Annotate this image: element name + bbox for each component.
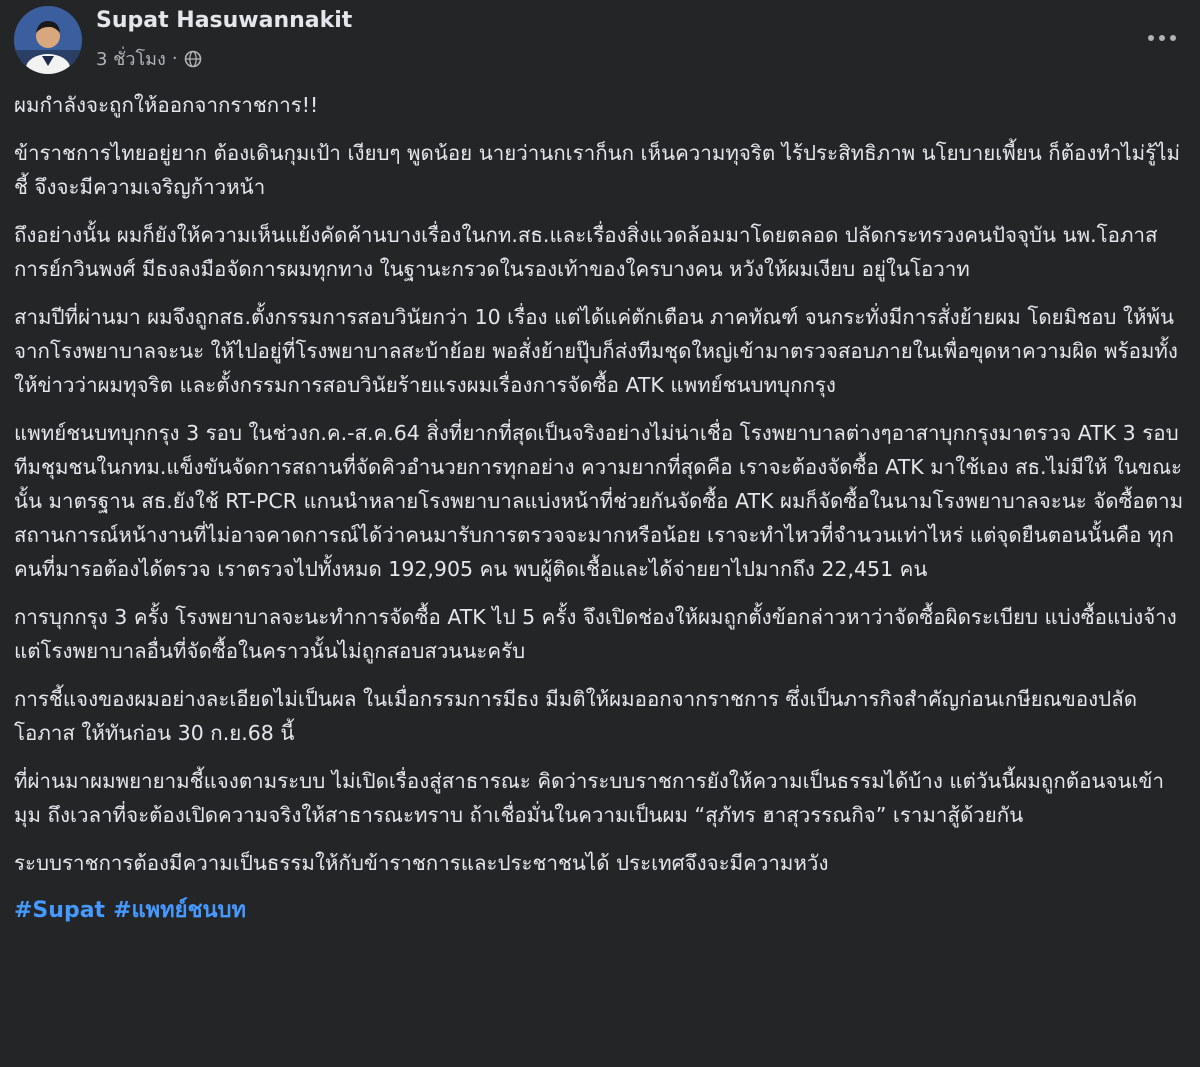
avatar-image: [14, 6, 82, 74]
post-paragraph: สามปีที่ผ่านมา ผมจึงถูกสธ.ตั้งกรรมการสอบวินัยกว่า 10 เรื่อง แต่ได้แค่ตักเตือน ภาคทัณฑ์ จนกระทั่งมีการสั่งย้ายผม โดยมิชอบ ให้พ้นจากโรงพยาบาลจะนะ ให้ไปอยู่ที่โรงพยาบาลสะบ้าย้อย พอสั่งย้ายปุ๊บก็ส่งทีมชุดใหญ่เข้ามาตรวจสอบภายในเพื่อขุดหาความผิด พร้อมทั้งให้ข่าวว่าผมทุจริต และตั้งกรรมการสอบวินัยร้ายแรงผมเรื่องการจัดซื้อ ATK แพทย์ชนบทบุกกรุง: [14, 305, 1178, 397]
author-name[interactable]: Supat Hasuwannakit: [96, 8, 353, 33]
post-paragraph: ข้าราชการไทยอยู่ยาก ต้องเดินกุมเป้า เงียบๆ พูดน้อย นายว่านกเราก็นก เห็นความทุจริต ไร้ประสิทธิภาพ นโยบายเพี้ยน ก็ต้องทำไม่รู้ไม่ชี้ จึงจะมีความเจริญก้าวหน้า: [14, 141, 1181, 199]
post-paragraph: การชี้แจงของผมอย่างละเอียดไม่เป็นผล ในเมื่อกรรมการมีธง มีมติให้ผมออกจากราชการ ซึ่งเป็นภารกิจสำคัญก่อนเกษียณของปลัดโอภาส ให้ทันก่อน 30 ก.ย.68 นี้: [14, 687, 1138, 745]
post-paragraph: ถึงอย่างนั้น ผมก็ยังให้ความเห็นแย้งคัดค้านบางเรื่องในกท.สธ.และเรื่องสิ่งแวดล้อมมาโดยตลอด ปลัดกระทรวงคนปัจจุบัน นพ.โอภาส การย์กวินพงศ์ มีธงลงมือจัดการผมทุกทาง ในฐานะกรวดในรองเท้าของใครบางคน หวังให้ผมเงียบ อยู่ในโอวาท: [14, 223, 1158, 281]
more-options-icon[interactable]: [1142, 20, 1182, 56]
post-paragraph: ผมกำลังจะถูกให้ออกจากราชการ!!: [14, 93, 319, 117]
post-body: [14, 88, 1186, 928]
post-paragraph: แพทย์ชนบทบุกกรุง 3 รอบ ในช่วงก.ค.-ส.ค.64 สิ่งที่ยากที่สุดเป็นจริงอย่างไม่น่าเชื่อ โรงพยาบาลต่างๆอาสาบุกกรุงมาตรวจ ATK 3 รอบ ทีมชุมชนในกทม.แข็งขันจัดการสถานที่จัดคิวอำนวยการทุกอย่าง ความยากที่สุดคือ เราจะต้องจัดซื้อ ATK มาใช้เอง สธ.ไม่มีให้ ในขณะนั้น มาตรฐาน สธ.ยังใช้ RT-PCR แกนนำหลายโรงพยาบาลแบ่งหน้าที่ช่วยกันจัดซื้อ ATK ผมก็จัดซื้อในนามโรงพยาบาลจะนะ จัดซื้อตามสถานการณ์หน้างานที่ไม่อาจคาดการณ์ได้ว่าคนมารับการตรวจจะมากหรือน้อย เราจะทำไหวที่จำนวนเท่าไหร่ แต่จุดยืนตอนนั้นคือ ทุกคนที่มารอต้องได้ตรวจ เราตรวจไปทั้งหมด 192,905 คน พบผู้ติดเชื้อและได้จ่ายยาไปมากถึง 22,451 คน: [14, 421, 1184, 581]
globe-icon[interactable]: [184, 50, 202, 68]
post-timestamp[interactable]: 3 ชั่วโมง: [96, 49, 166, 70]
post-header: [14, 6, 1186, 78]
post-paragraph: การบุกกรุง 3 ครั้ง โรงพยาบาลจะนะทำการจัดซื้อ ATK ไป 5 ครั้ง จึงเปิดช่องให้ผมถูกตั้งข้อกล่าวหาว่าจัดซื้อผิดระเบียบ แบ่งซื้อแบ่งจ้าง แต่โรงพยาบาลอื่นที่จัดซื้อในคราวนั้นไม่ถูกสอบสวนนะครับ: [14, 605, 1177, 663]
post-paragraph: ที่ผ่านมาผมพยายามชี้แจงตามระบบ ไม่เปิดเรื่องสู่สาธารณะ คิดว่าระบบราชการยังให้ความเป็นธรรมได้บ้าง แต่วันนี้ผมถูกต้อนจนเข้ามุม ถึงเวลาที่จะต้องเปิดความจริงให้สาธารณะทราบ ถ้าเชื่อมั่นในความเป็นผม “สุภัทร ฮาสุวรรณกิจ” เรามาสู้ด้วยกัน: [14, 769, 1164, 827]
hashtag-link[interactable]: #แพทย์ชนบท: [113, 898, 247, 923]
hashtags: [14, 894, 1186, 928]
hashtag-link[interactable]: #Supat: [14, 898, 106, 923]
post-paragraph: ระบบราชการต้องมีความเป็นธรรมให้กับข้าราชการและประชาชนได้ ประเทศจึงจะมีความหวัง: [14, 851, 829, 875]
avatar[interactable]: [14, 6, 82, 74]
post-meta: [96, 44, 202, 73]
meta-separator: ·: [171, 48, 178, 69]
